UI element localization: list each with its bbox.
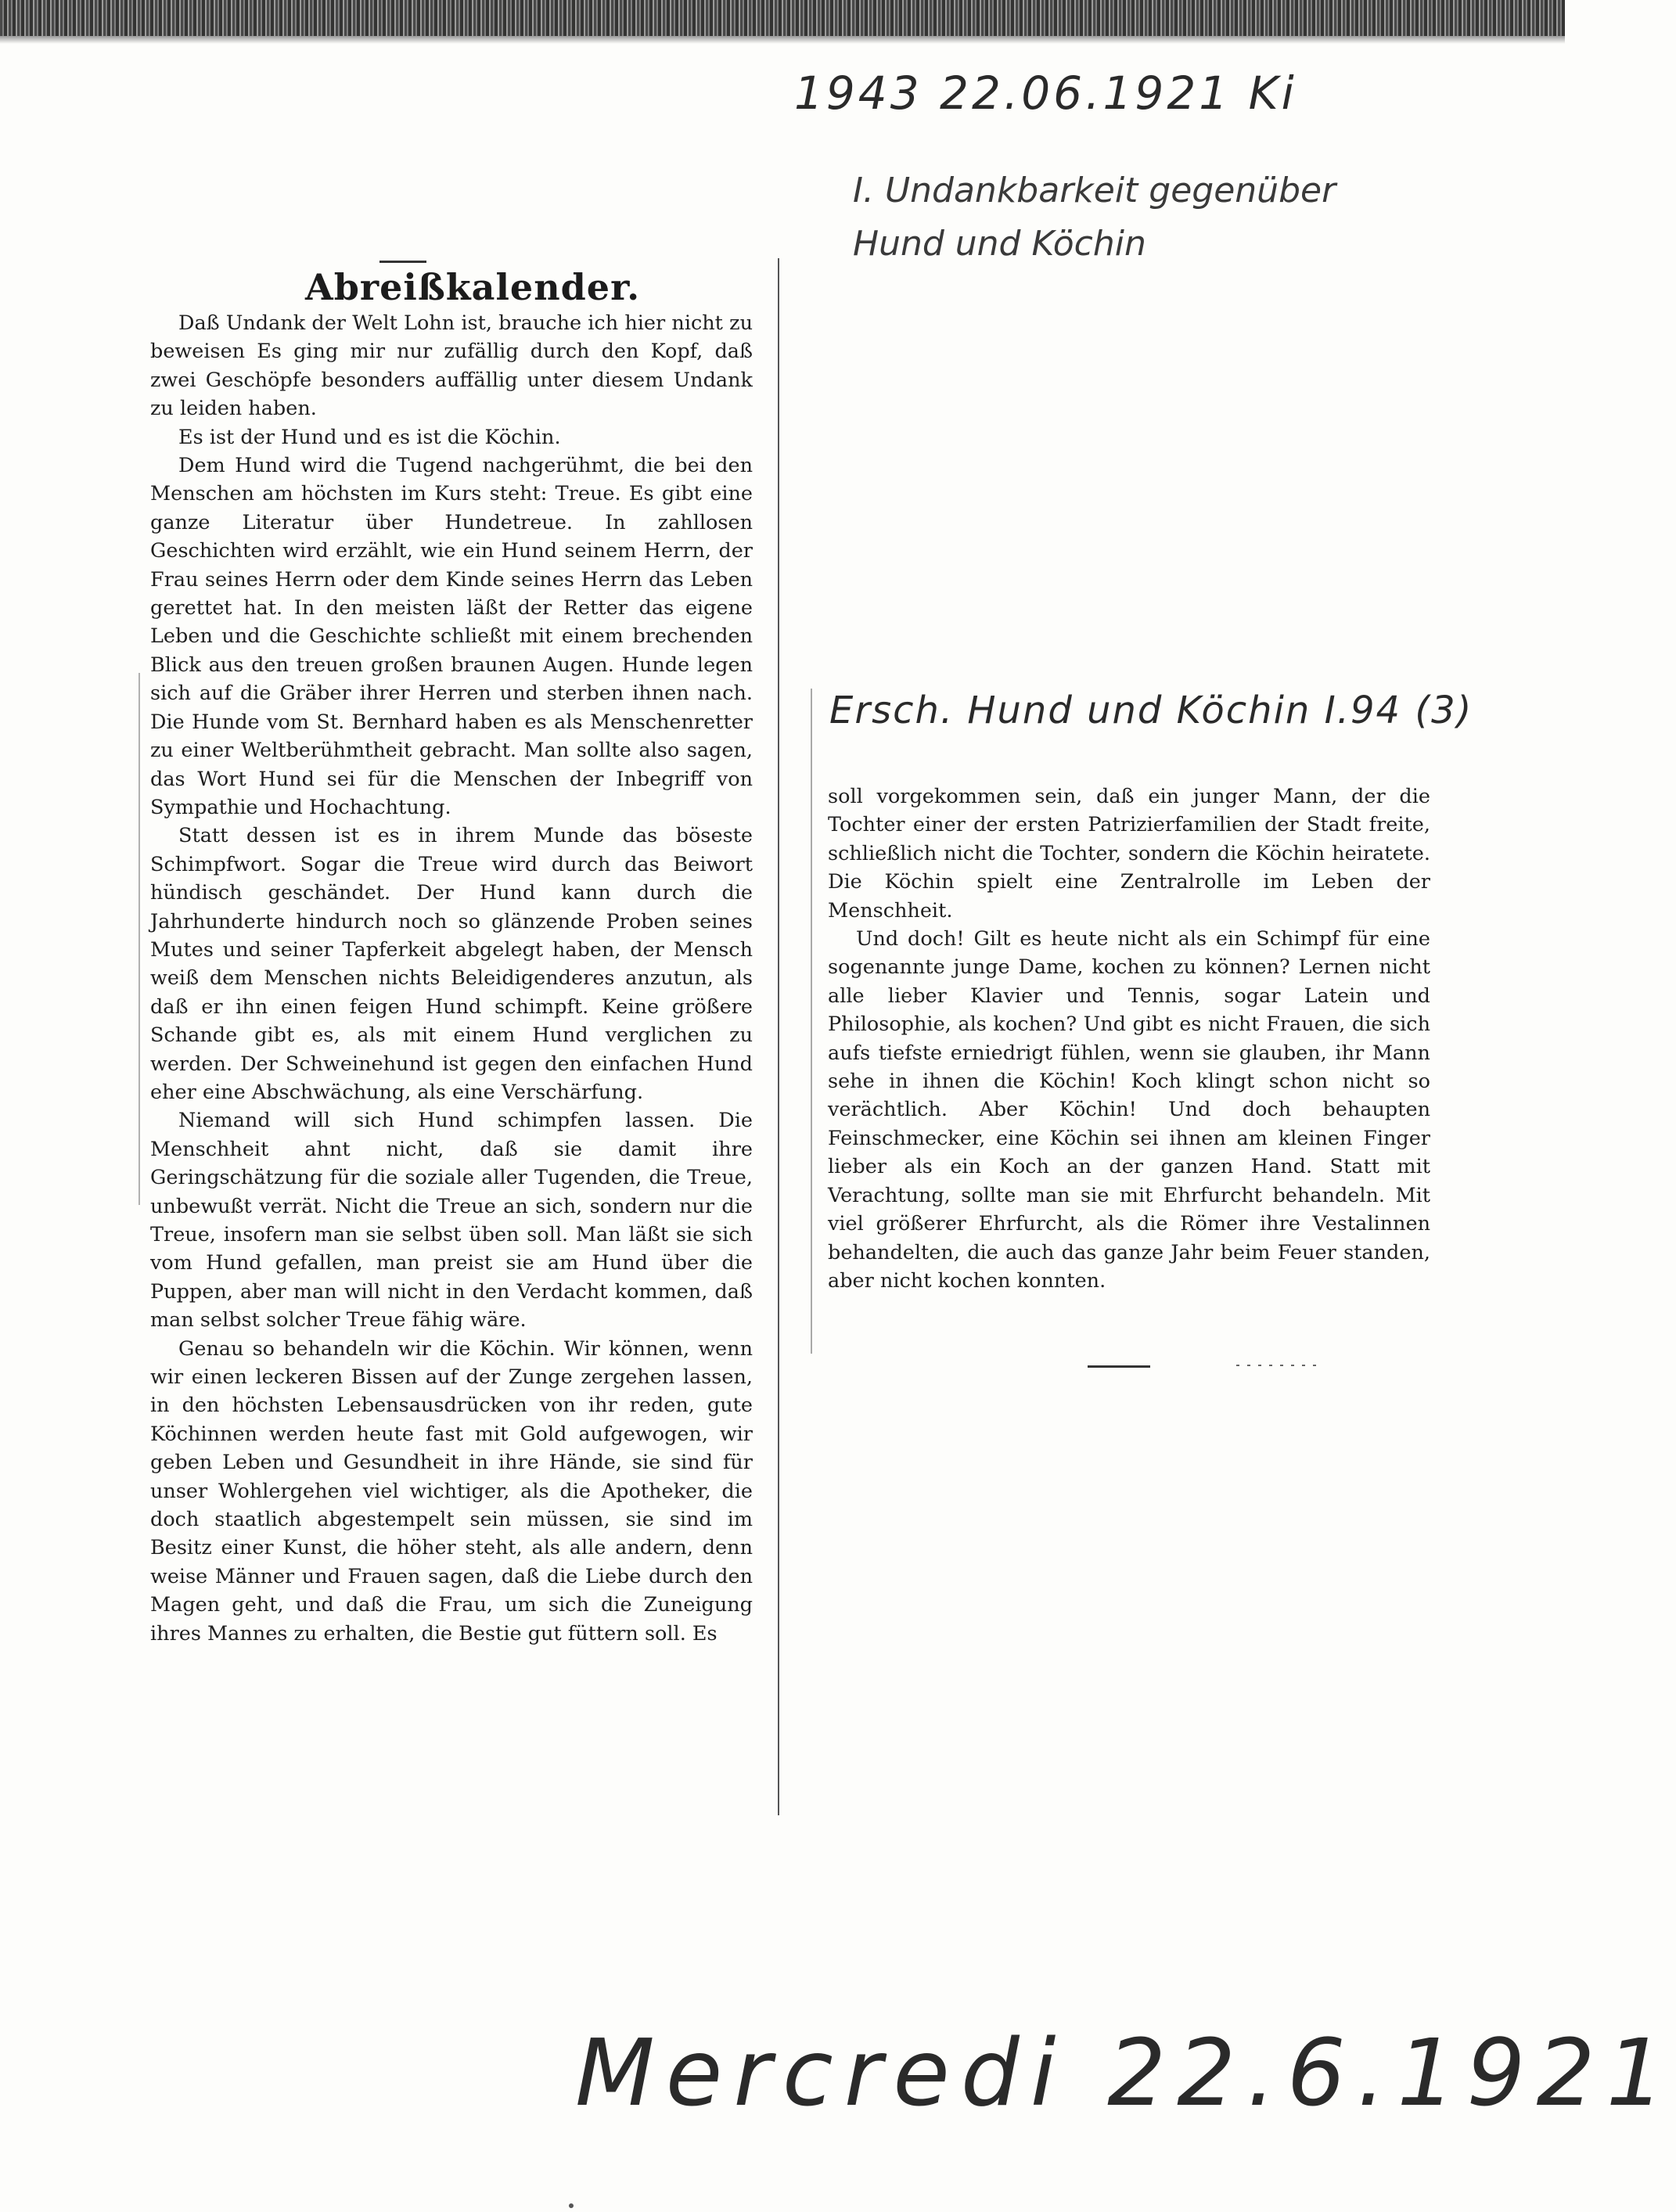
article-end-rule	[1088, 1365, 1150, 1368]
scan-edge	[0, 0, 1565, 36]
clipping-edge-right	[811, 689, 812, 1354]
handwritten-ersch-note: Ersch. Hund und Köchin I.94 (3)	[829, 689, 1473, 732]
clipping-edge-left	[138, 673, 140, 1205]
handwritten-topic: I. Undankbarkeit gegenüber Hund und Köchin	[853, 171, 1336, 264]
handwritten-reference: 1943 22.06.1921 Ki	[794, 67, 1297, 120]
article-column-left	[150, 309, 753, 1648]
handwritten-date: Mercredi 22.6.1921	[575, 2019, 1676, 2127]
paragraph: Daß Undank der Welt Lohn ist, brauche ich hier nicht zu beweisen Es ging mir nur zufällig durch den Kopf, daß zwei Geschöpfe besonders auffällig unter diesem Undank zu leiden haben.	[150, 311, 753, 421]
paragraph: Statt dessen ist es in ihrem Munde das böseste Schimpfwort. Sogar die Treue wird durch das Beiwort hündisch geschändet. Der Hund kann durch die Jahrhunderte hindurch noch so glänzende Proben seines Mutes und seiner Tapferkeit abgelegt haben, der Mensch weiß dem Menschen nichts Beleidigenderes anzutun, als daß er ihn einen feigen Hund schimpft. Keine größere Schande gibt es, als mit einem Hund verglichen zu werden. Der Schweinehund ist gegen den einfachen Hund eher eine Abschwächung, als eine Verschärfung.	[150, 824, 753, 1104]
scan-speck	[569, 2203, 574, 2208]
article-column-right	[828, 782, 1430, 1295]
paragraph: Genau so behandeln wir die Köchin. Wir können, wenn wir einen leckeren Bissen auf der Zunge zergehen lassen, in den höchsten Lebensausdrücken von ihr reden, gute Köchinnen werden heute fast mit Gold aufgewogen, wir geben Leben und Gesundheit in ihre Hände, sie sind für unser Wohlergehen viel wichtiger, als die Apotheker, die doch staatlich abgestempelt sein müssen, sie sind im Besitz einer Kunst, die höher steht, als alle andern, denn weise Männer und Frauen sagen, daß die Liebe durch den Magen geht, und daß die Frau, um sich die Zuneigung ihres Mannes zu erhalten, die Bestie gut füttern soll. Es	[150, 1336, 753, 1646]
article-headline: Abreißkalender.	[305, 266, 641, 308]
article-end-dots	[1236, 1365, 1322, 1366]
paragraph: Es ist der Hund und es ist die Köchin.	[178, 425, 561, 449]
column-divider	[778, 258, 779, 1815]
paragraph: soll vorgekommen sein, daß ein junger Mann, der die Tochter einer der ersten Patrizierfamilien der Stadt freite, schließlich nicht die Tochter, sondern die Köchin heiratete. Die Köchin spielt eine Zentralrolle im Leben der Menschheit.	[828, 785, 1430, 923]
headline-rule	[379, 261, 426, 263]
paragraph: Dem Hund wird die Tugend nachgerühmt, die bei den Menschen am höchsten im Kurs steht: Treue. Es gibt eine ganze Literatur über Hundetreue. In zahllosen Geschichten wird erzählt, wie ein Hund seinem Herrn, der Frau seines Herrn oder dem Kinde seines Herrn das Leben gerettet hat. In den meisten läßt der Retter das eigene Leben und die Geschichte schließt mit einem brechenden Blick aus den treuen großen braunen Augen. Hunde legen sich auf die Gräber ihrer Herren und sterben ihnen nach. Die Hunde vom St. Bernhard haben es als Menschenretter zu einer Weltberühmtheit gebracht. Man sollte also sagen, das Wort Hund sei für die Menschen der Inbegriff von Sympathie und Hochachtung.	[150, 454, 753, 819]
paragraph: Und doch! Gilt es heute nicht als ein Schimpf für eine sogenannte junge Dame, kochen zu können? Lernen nicht alle lieber Klavier und Tennis, sogar Latein und Philosophie, als kochen? Und gibt es nicht Frauen, die sich aufs tiefste erniedrigt fühlen, wenn sie glauben, ihr Mann sehe in ihnen die Köchin! Koch klingt schon nicht so verächtlich. Aber Köchin! Und doch behaupten Feinschmecker, eine Köchin sei ihnen am kleinen Finger lieber als ein Koch an der ganzen Hand. Statt mit Verachtung, sollte man sie mit Ehrfurcht behandeln. Mit viel größerer Ehrfurcht, als die Römer ihre Vestalinnen behandelten, die auch das ganze Jahr beim Feuer standen, aber nicht kochen konnten.	[828, 927, 1430, 1293]
paragraph: Niemand will sich Hund schimpfen lassen. Die Menschheit ahnt nicht, daß sie damit ihre Geringschätzung für die soziale aller Tugenden, die Treue, unbewußt verrät. Nicht die Treue an sich, sondern nur die Treue, insofern man sie selbst üben soll. Man läßt sie sich vom Hund gefallen, man preist sie am Hund über die Puppen, aber man will nicht in den Verdacht kommen, daß man selbst solcher Treue fähig wäre.	[150, 1109, 753, 1333]
